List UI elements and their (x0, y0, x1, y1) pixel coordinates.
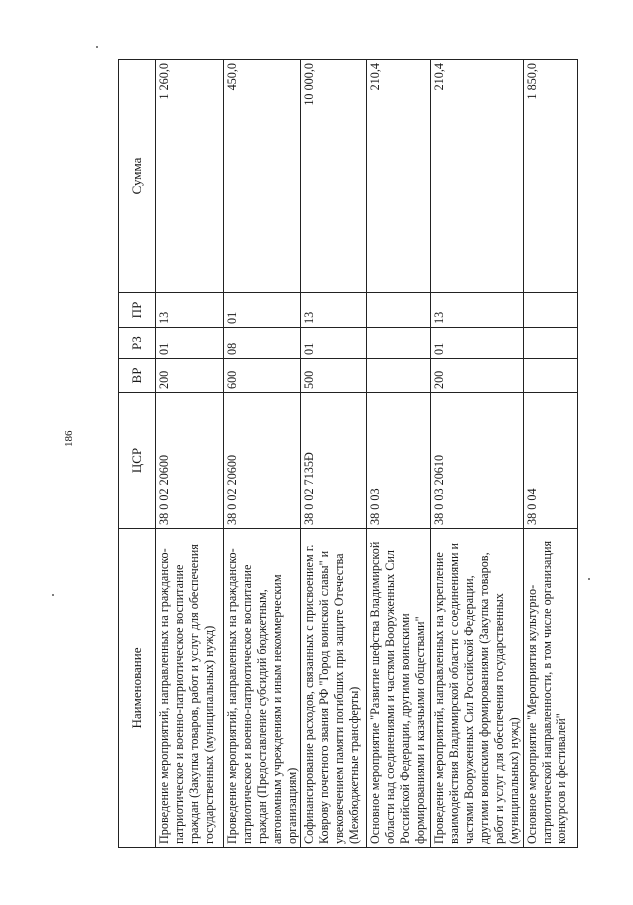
cell-vr (367, 359, 431, 393)
scan-speck (52, 594, 54, 596)
cell-pr: 13 (301, 293, 367, 328)
cell-vr: 500 (301, 359, 367, 393)
cell-pr (367, 293, 431, 328)
table-row (367, 60, 431, 848)
cell-sum: 210,4 (367, 60, 431, 293)
cell-pr: 13 (156, 293, 224, 328)
cell-rz (523, 328, 577, 359)
header-csr: ЦСР (119, 393, 156, 529)
header-sum: Сумма (119, 60, 156, 293)
cell-name: Основное мероприятие "Развитие шефства Владимирской области над соединениями и частями Вооруженных Сил Российской Федерации, другими воинскими формированиями и казачьими обществами" (367, 529, 431, 848)
scan-speck (96, 46, 98, 48)
table-row (523, 60, 577, 848)
cell-sum: 210,4 (431, 60, 523, 293)
rotated-table-wrapper (118, 60, 569, 848)
cell-sum: 1 850,0 (523, 60, 577, 293)
cell-sum: 450,0 (224, 60, 301, 293)
cell-name: Проведение мероприятий, направленных на гражданско-патриотическое и военно-патриотическое воспитание граждан (Предоставление субсидий бюджетным, автономным учреждениям и иным некоммерческим организациям) (224, 529, 301, 848)
table-row (156, 60, 224, 848)
cell-csr: 38 0 03 20610 (431, 393, 523, 529)
cell-vr (523, 359, 577, 393)
cell-pr: 01 (224, 293, 301, 328)
cell-vr: 600 (224, 359, 301, 393)
cell-pr (523, 293, 577, 328)
cell-rz: 08 (224, 328, 301, 359)
cell-rz: 01 (431, 328, 523, 359)
table-row (224, 60, 301, 848)
cell-name: Основное мероприятие "Мероприятия культурно-патриотической направленности, в том числе организация конкурсов и фестивалей" (523, 529, 577, 848)
cell-pr: 13 (431, 293, 523, 328)
header-rz: РЗ (119, 328, 156, 359)
header-name: Наименование (119, 529, 156, 848)
cell-csr: 38 0 02 7135Ð (301, 393, 367, 529)
cell-name: Проведение мероприятий, направленных на гражданско-патриотическое и военно-патриотическое воспитание граждан (Закупка товаров, работ и услуг для обеспечения государственных (муниципальных) нужд) (156, 529, 224, 848)
cell-rz: 01 (156, 328, 224, 359)
budget-table (118, 59, 578, 848)
table-header-row (119, 60, 156, 848)
cell-name: Проведение мероприятий, направленных на укрепление взаимодействия Владимирской области с соединениями и частями Вооруженных Сил Российской Федерации, другими воинскими формированиями (Закупка товаров, работ и услуг для обеспечения государственных (муниципальных) нужд) (431, 529, 523, 848)
page-number: 186 (63, 430, 75, 447)
header-vr: ВР (119, 359, 156, 393)
table-row (301, 60, 367, 848)
cell-rz (367, 328, 431, 359)
cell-name: Софинансирование расходов, связанных с присвоением г. Коврову почетного звания РФ "Город воинской славы" и увековечением памяти погибших при защите Отечества (Межбюджетные трансферты) (301, 529, 367, 848)
cell-csr: 38 0 03 (367, 393, 431, 529)
cell-rz: 01 (301, 328, 367, 359)
cell-csr: 38 0 02 20600 (224, 393, 301, 529)
cell-sum: 10 000,0 (301, 60, 367, 293)
header-pr: ПР (119, 293, 156, 328)
cell-csr: 38 0 02 20600 (156, 393, 224, 529)
cell-vr: 200 (431, 359, 523, 393)
scan-speck (588, 578, 590, 580)
cell-sum: 1 260,0 (156, 60, 224, 293)
table-row (431, 60, 523, 848)
cell-vr: 200 (156, 359, 224, 393)
cell-csr: 38 0 04 (523, 393, 577, 529)
